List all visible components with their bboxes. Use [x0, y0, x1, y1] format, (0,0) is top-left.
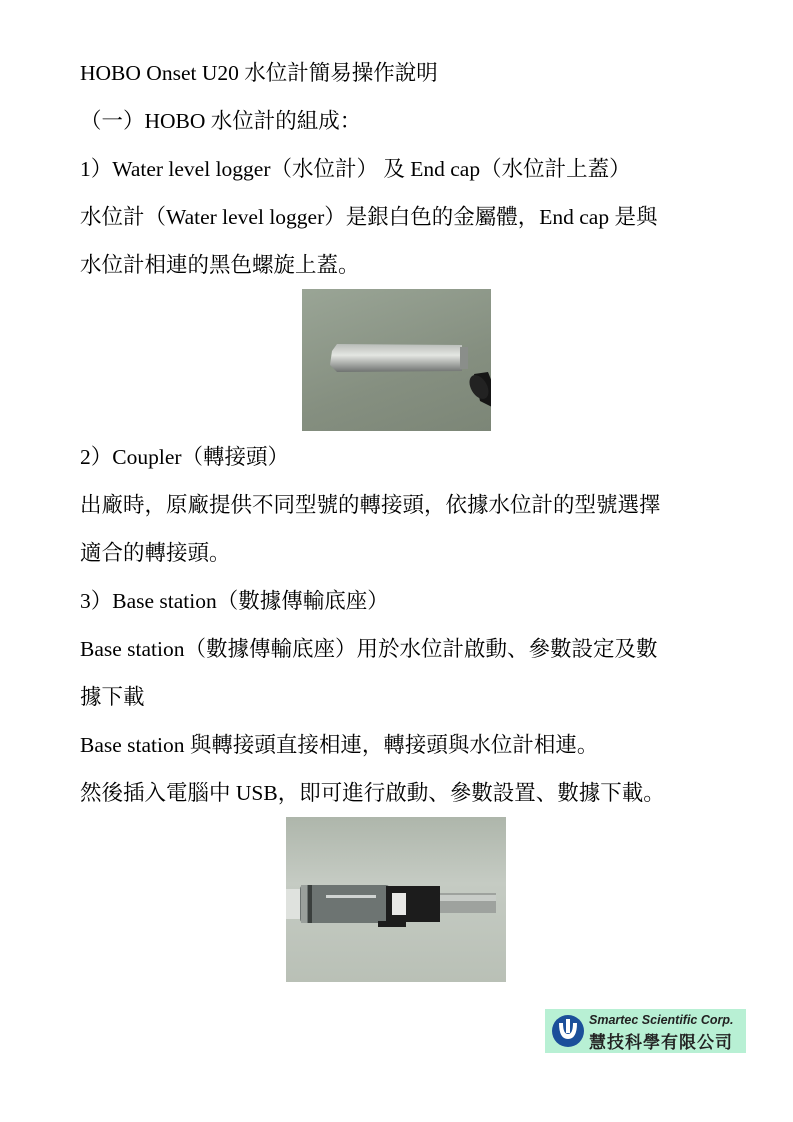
paragraph-line: Base station（數據傳輸底座）用於水位計啟動、參數設定及數	[80, 637, 658, 661]
logo-english-name: Smartec Scientific Corp.	[589, 1013, 734, 1027]
paragraph-line: 水位計（Water level logger）是銀白色的金屬體，End cap 是與	[80, 205, 658, 229]
paragraph-line: 適合的轉接頭。	[80, 541, 231, 565]
document-title: HOBO Onset U20 水位計簡易操作說明	[80, 61, 438, 85]
item-heading-3: 3）Base station（數據傳輸底座）	[80, 589, 389, 613]
paragraph-line: 出廠時，原廠提供不同型號的轉接頭，依據水位計的型號選擇	[80, 493, 661, 517]
section-heading: （一）HOBO 水位計的組成：	[80, 109, 362, 133]
paragraph-line: 據下載	[80, 685, 145, 709]
item-heading-2: 2）Coupler（轉接頭）	[80, 445, 290, 469]
paragraph-line: 水位計相連的黑色螺旋上蓋。	[80, 253, 360, 277]
paragraph-line: 然後插入電腦中 USB，即可進行啟動、參數設置、數據下載。	[80, 781, 665, 805]
logo-emblem-icon	[551, 1013, 585, 1049]
water-level-logger-photo	[302, 289, 491, 431]
item-heading-1: 1）Water level logger（水位計） 及 End cap（水位計上蓋）	[80, 157, 631, 181]
logo-chinese-name: 慧技科學有限公司	[589, 1033, 733, 1053]
paragraph-line: Base station 與轉接頭直接相連，轉接頭與水位計相連。	[80, 733, 599, 757]
company-logo	[545, 1009, 746, 1053]
base-station-photo	[286, 817, 506, 982]
